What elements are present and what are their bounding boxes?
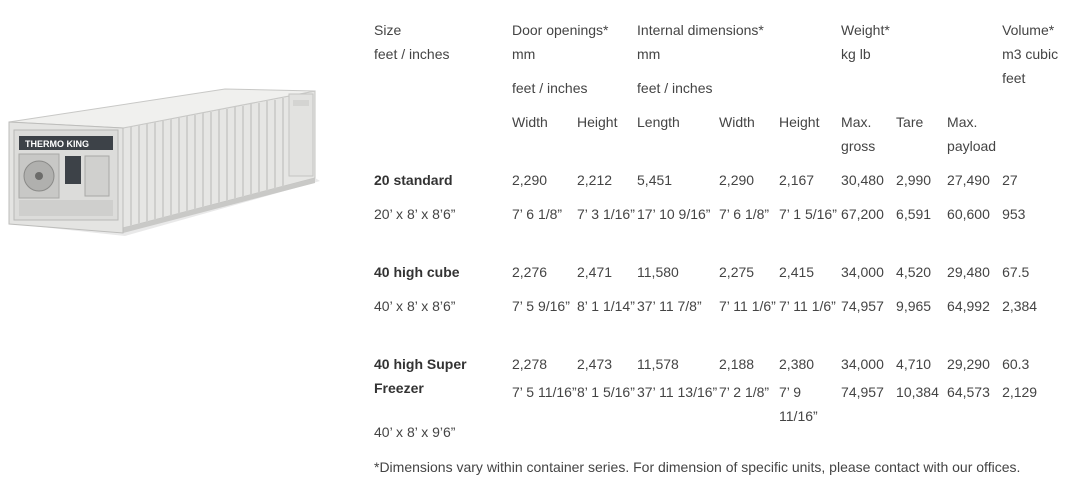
table-cell: 7’ 6 1/8” [719,206,770,222]
table-cell: 7’ 5 11/16” [512,384,577,400]
spec-table-wrapper [374,0,1084,444]
table-cell: 4,710 [896,356,932,372]
table-cell: 7’ 1 5/16” [779,206,837,222]
header-row-units-imperial [374,76,1084,110]
table-cell: 8’ 1 5/16” [577,384,635,400]
table-cell: 2,275 [719,264,755,280]
table-cell: 7’ 6 1/8” [512,206,563,222]
table-cell: 60.3 [1002,356,1030,372]
table-cell: 9,965 [896,298,932,314]
table-cell: 11,578 [637,356,679,372]
table-cell: 2,167 [779,172,815,188]
header-size: Size [374,22,402,38]
table-cell: 2,380 [779,356,815,372]
header-row-titles [374,0,1084,42]
row-name: 40 high cube [374,264,460,280]
header-internal-units-imperial: feet / inches [637,80,713,96]
table-cell: 2,278 [512,356,548,372]
table-row [374,202,1084,260]
col-tare: Tare [896,114,924,130]
table-cell: 2,415 [779,264,815,280]
table-cell: 7’ 3 1/16” [577,206,635,222]
col-internal-width: Width [719,114,755,130]
table-cell: 7’ 9 11/16” [779,384,818,424]
row-dims: 40’ x 8’ x 8’6” [374,298,456,314]
table-cell: 74,957 [841,384,884,400]
table-cell: 2,129 [1002,384,1038,400]
table-cell: 34,000 [841,264,884,280]
table-cell: 2,990 [896,172,932,188]
table-cell: 60,600 [947,206,990,222]
header-internal-dimensions: Internal dimensions* [637,22,764,38]
table-cell: 7’ 11 1/6” [719,298,776,314]
table-cell: 67.5 [1002,264,1030,280]
header-volume: Volume* [1002,22,1055,38]
table-cell: 17’ 10 9/16” [637,206,711,222]
table-cell: 64,992 [947,298,990,314]
header-volume-cell [1002,0,1084,110]
table-cell: 2,384 [1002,298,1038,314]
header-size-units: feet / inches [374,46,450,62]
table-row [374,352,1084,376]
svg-text:THERMO KING: THERMO KING [25,139,89,149]
header-door-units: mm [512,46,536,62]
table-cell: 4,520 [896,264,932,280]
table-row [374,260,1084,294]
col-max-payload: Max. payload [947,114,997,154]
container-spec-table [374,0,1084,444]
header-door-units-imperial: feet / inches [512,80,588,96]
header-row-columns [374,110,1084,168]
table-cell: 2,473 [577,356,613,372]
col-internal-height: Height [779,114,820,130]
table-cell: 7’ 5 9/16” [512,298,570,314]
reefer-container-icon [5,86,320,236]
table-cell: 67,200 [841,206,884,222]
table-cell: 5,451 [637,172,673,188]
header-volume-units: m3 cubic feet [1002,46,1059,86]
col-door-width: Width [512,114,548,130]
row-dims: 40’ x 8’ x 9’6” [374,424,456,440]
table-cell: 2,290 [719,172,755,188]
col-max-gross: Max. gross [841,114,876,154]
col-door-height: Height [577,114,618,130]
table-cell: 27,490 [947,172,990,188]
table-cell: 29,480 [947,264,990,280]
table-row [374,294,1084,352]
table-cell: 29,290 [947,356,990,372]
header-internal-units: mm [637,46,661,62]
footnote: *Dimensions vary within container series. For dimension of specific units, please contact with our offices. [374,459,1021,475]
table-cell: 34,000 [841,356,884,372]
col-length: Length [637,114,680,130]
table-cell: 27 [1002,172,1018,188]
table-cell: 2,276 [512,264,548,280]
table-cell: 30,480 [841,172,884,188]
row-dims: 20’ x 8’ x 8’6” [374,206,456,222]
table-cell: 11,580 [637,264,679,280]
table-cell: 2,471 [577,264,613,280]
table-cell: 7’ 2 1/8” [719,384,770,400]
table-cell: 2,212 [577,172,613,188]
header-door-openings: Door openings* [512,22,609,38]
header-weight-units: kg lb [841,46,871,62]
table-cell: 8’ 1 1/14” [577,298,635,314]
table-cell: 6,591 [896,206,932,222]
table-cell: 64,573 [947,384,990,400]
row-name: 20 standard [374,172,453,188]
table-row [374,168,1084,202]
table-cell: 74,957 [841,298,884,314]
table-cell: 37’ 11 13/16” [637,384,718,400]
table-cell: 2,188 [719,356,755,372]
header-row-units [374,42,1084,76]
table-cell: 953 [1002,206,1026,222]
table-cell: 2,290 [512,172,548,188]
header-weight: Weight* [841,22,890,38]
table-cell: 7’ 11 1/6” [779,298,836,314]
table-cell: 10,384 [896,384,939,400]
row-name: 40 high Super Freezer [374,356,467,396]
table-cell: 37’ 11 7/8” [637,298,702,314]
